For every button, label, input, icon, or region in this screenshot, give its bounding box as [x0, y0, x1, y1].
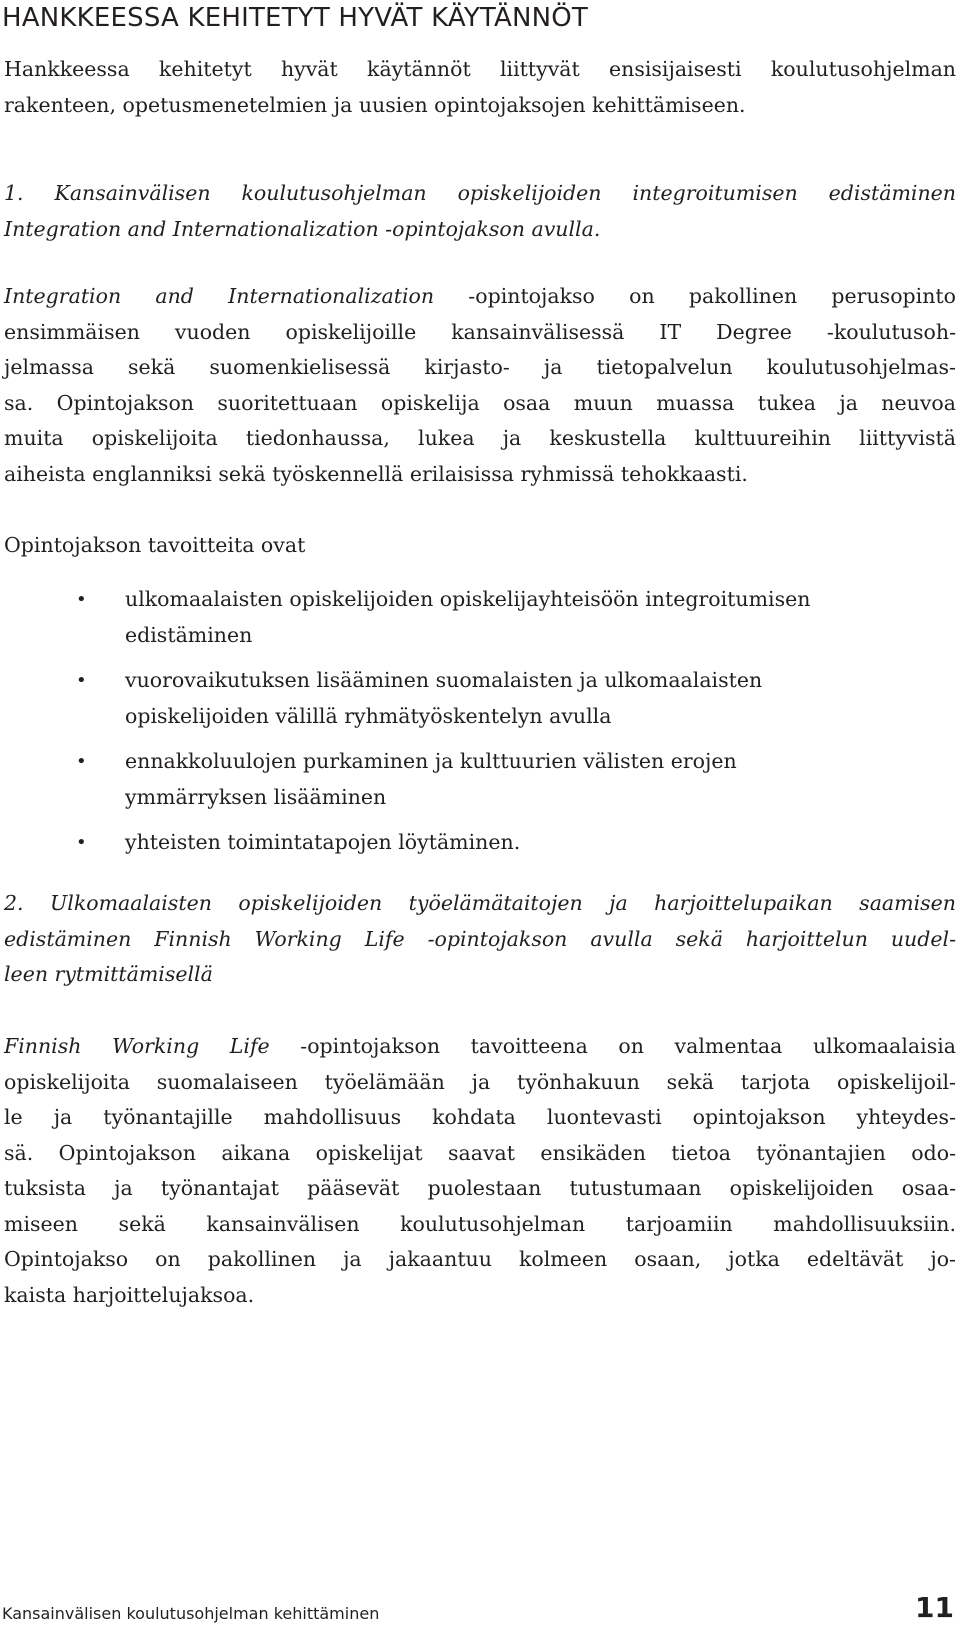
section-1-paragraph	[4, 279, 956, 492]
page-number: 11	[915, 1591, 954, 1624]
text-line	[4, 279, 956, 315]
text-line: vuorovaikutuksen lisääminen suomalaisten ja ulkomaalaisten	[125, 668, 763, 692]
heading-line: 2. Ulkomaalaisten opiskelijoiden työelämätaitojen ja harjoittelupaikan saamisen	[4, 891, 956, 915]
text-line: Hankkeessa kehitetyt hyvät käytännöt liittyvät ensisijaisesti koulutusohjelman	[4, 57, 956, 81]
text-line: le ja työnantajille mahdollisuus kohdata luontevasti opintojakson yhteydes-	[4, 1105, 956, 1129]
course-name: Integration and Internationalization	[4, 284, 435, 308]
heading-line: Integration and Internationalization -opintojakson avulla.	[4, 216, 601, 241]
text-line: jelmassa sekä suomenkielisessä kirjasto- ja tietopalvelun koulutusohjelmas-	[4, 355, 956, 379]
text-line: ulkomaalaisten opiskelijoiden opiskelijayhteisöön integroitumisen	[125, 587, 811, 611]
text-line: ennakkoluulojen purkaminen ja kulttuurien välisten erojen	[125, 749, 737, 773]
page-title: HANKKEESSA KEHITETYT HYVÄT KÄYTÄNNÖT	[2, 3, 589, 33]
bullet-icon: •	[76, 832, 87, 853]
text-line: ymmärryksen lisääminen	[125, 784, 387, 809]
text-line: muita opiskelijoita tiedonhaussa, lukea ja keskustella kulttuureihin liittyvistä	[4, 426, 956, 450]
intro-paragraph	[4, 52, 956, 123]
bullet-icon: •	[76, 589, 87, 610]
list-item	[0, 744, 956, 815]
text-line: rakenteen, opetusmenetelmien ja uusien opintojaksojen kehittämiseen.	[4, 92, 746, 117]
text-line: sa. Opintojakson suoritettuaan opiskelija osaa muun muassa tukea ja neuvoa	[4, 390, 956, 415]
text-fragment: -opintojakso on pakollinen perusopinto	[434, 284, 956, 308]
list-item	[0, 582, 956, 653]
list-item	[0, 825, 956, 861]
text-line: tuksista ja työnantajat pääsevät puolestaan tutustumaan opiskelijoiden osaa-	[4, 1176, 956, 1200]
text-line	[4, 1029, 956, 1065]
text-line: ensimmäisen vuoden opiskelijoille kansainvälisessä IT Degree -koulutusoh-	[4, 319, 956, 344]
text-line: sä. Opintojakson aikana opiskelijat saavat ensikäden tietoa työnantajien odo-	[4, 1140, 956, 1165]
heading-line: edistäminen Finnish Working Life -opintojakson avulla sekä harjoittelun uudel-	[4, 926, 956, 951]
text-line: edistäminen	[125, 622, 253, 647]
text-line: yhteisten toimintatapojen löytäminen.	[125, 830, 521, 854]
heading-line: 1. Kansainvälisen koulutusohjelman opiskelijoiden integroitumisen edistäminen	[4, 181, 956, 205]
objectives-list	[0, 582, 956, 871]
objectives-title: Opintojakson tavoitteita ovat	[4, 533, 306, 557]
section-2-heading	[4, 886, 956, 993]
text-line: opiskelijoiden välillä ryhmätyöskentelyn avulla	[125, 703, 612, 728]
section-1-heading	[4, 176, 956, 247]
bullet-icon: •	[76, 751, 87, 772]
course-name: Finnish Working Life	[4, 1034, 270, 1058]
bullet-icon: •	[76, 670, 87, 691]
text-line: aiheista englanniksi sekä työskennellä erilaisissa ryhmissä tehokkaasti.	[4, 461, 748, 486]
text-line: miseen sekä kansainvälisen koulutusohjelman tarjoamiin mahdollisuuksiin.	[4, 1211, 956, 1236]
footer-label: Kansainvälisen koulutusohjelman kehittäminen	[2, 1604, 380, 1623]
section-2-paragraph	[4, 1029, 956, 1313]
text-line: opiskelijoita suomalaiseen työelämään ja työnhakuun sekä tarjota opiskelijoil-	[4, 1069, 956, 1094]
text-fragment: -opintojakson tavoitteena on valmentaa ulkomaalaisia	[269, 1034, 956, 1058]
heading-line: leen rytmittämisellä	[4, 962, 213, 986]
text-line: Opintojakso on pakollinen ja jakaantuu kolmeen osaan, jotka edeltävät jo-	[4, 1247, 956, 1271]
list-item	[0, 663, 956, 734]
text-line: kaista harjoittelujaksoa.	[4, 1282, 255, 1307]
